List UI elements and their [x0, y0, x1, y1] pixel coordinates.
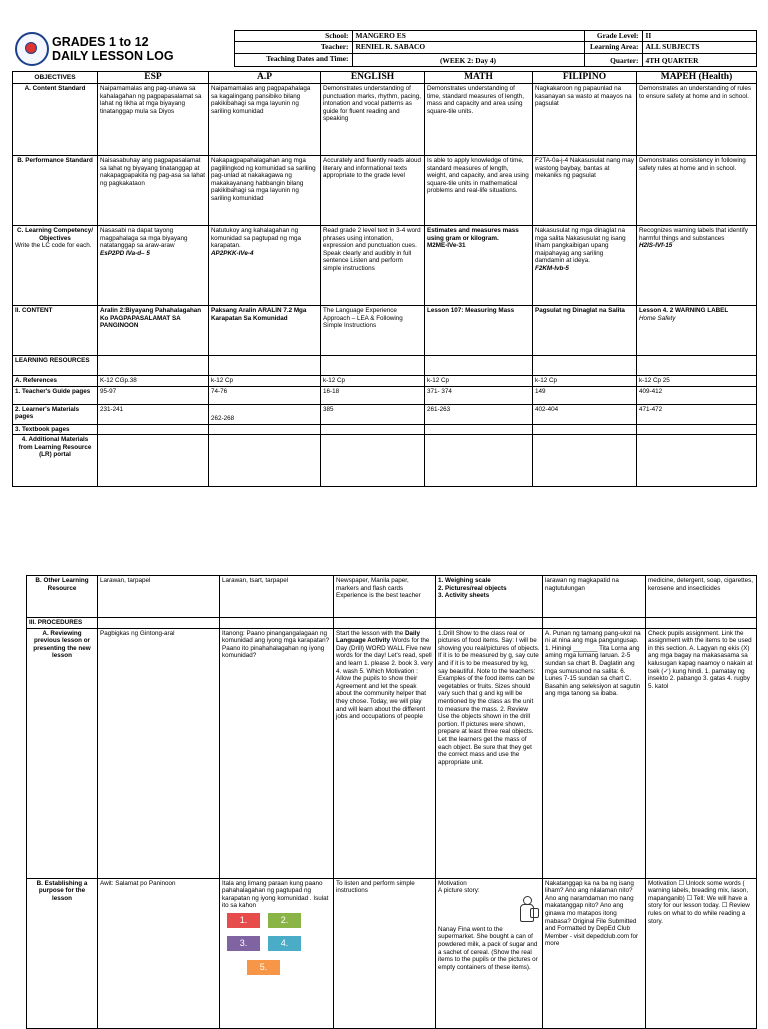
references-row: A. References K-12 CGp.38 k-12 Cp k-12 Cp k-12 Cp k-12 Cp k-12 Cp 25 — [13, 376, 757, 387]
teachers-guide-row: 1. Teacher's Guide pages 95-97 74-76 16-18 371- 374 149 409-412 — [13, 386, 757, 404]
review-row: A. Reviewing previous lesson or presenting the new lesson Pagbigkas ng Gintong-aral Itanong: Paano pinangangalagaan ng komunidad ang iyong mga karapatan? Paano ito pinahahalagahan ng iyong komunidad? Start the lesson with the Daily Language Activity Words for the Day (Drill) WORD WALL Five new words for the day! Let's read, spell and learn 1. please 2. book 3. very 4. wash 5. Which Motivation : Allow the pupils to show their Agreement and let the speak about the community helper that they chose. Today, we will play and will learn about the different jobs and occupations of people 1.Drill Show to the class real or pictures of food items. Say: I will be showing you real/pictures of objects. If it is to be measured by g, say cute and if it is to be measured by kg, say beautiful. Note to the teachers: Examples of the food items can be vegetables or fruits. Sizes should vary such that g and kg will be mentioned by the class as the unit to measure the mass. 2. Review Use the objects shown in the drill portion. If pictures were shown, prepare at least three real objects. Let the learners get the mass of each object. Be sure that they get the correct mass and use the appropriate unit. A. Punan ng tamang pang-ukol na ni at nina ang mga pangungusap. 1. Hiningi _______ Tita Lorna ang aming mga lumang laruan. 2-5 sundan sa chart B. Daglatin ang mga sumusunod na salita: 6. Lunes 7-15 sundan sa chart C. Basahin ang seleksiyon at sagutin ang mga tanong sa ibaba. Check pupils assignment. Link the assignment with the items to be used in this section. A. Lagyan ng ekis (X) ang mga bagay na makasasama sa kalusugan kapag naamoy o nakain at tsek (✓) kung hindi. 1. pamatay ng insekto 2. pabango 3. gatas 4. rugby 5. katol — [27, 628, 757, 878]
dates-value: (WEEK 2: Day 4) — [352, 53, 584, 66]
other-resources-row: B. Other Learning Resource Larawan, tarpapel Larawan, tsart, tarpapel Newspaper, Manila paper, markers and flash cards Experience is the best teacher 1. Weighing scale 2. Pictures/real objects 3. Activity sheets larawan ng magkapatid na nagtutulungan medicine, detergent, soap, cigarettes, kerosene and insecticides — [27, 576, 757, 618]
purpose-row: B. Establishing a purpose for the lesson Awit: Salamat po Paninoon Itala ang limang paraan kung paano pahahalagahan ng pagtupad ng karapatan ng iyong komunidad . Isulat ito sa kahon 1. 2. 3. 4. 5. To listen and perform simple instructions Motivation A picture story: Nanay Fina went to the supermarket. She bought a can of powdered milk, a pack of sugar and a sachet of cereal. (Show the real items to the pupils or the pictures or empty containers of these items). Nakatanggap ka na ba ng isang liham? Ano ang nilalaman nito? Ano ang naramdaman mo nang makatanggap nito? Ano ang ginawa mo matapos itong mabasa? Original File Submitted and Formatted by DepEd Club Member - visit depedclub.com for more Motivation ☐ Unlock some words ( warning labels, breading mix, lason, mapanganib) ☐ Tell: We will have a story for our lesson today. ☐ Review rules on what to do while reading a story. — [27, 878, 757, 1028]
deped-seal-icon — [15, 32, 49, 66]
resources-row: LEARNING RESOURCES — [13, 356, 757, 376]
grade-label: Grade Level: — [584, 31, 642, 42]
box-4: 4. — [268, 936, 301, 951]
box-2: 2. — [268, 913, 301, 928]
learners-materials-row: 2. Learner's Materials pages 231-241 262-268 385 261-263 402-404 471-472 — [13, 404, 757, 424]
dates-label: Teaching Dates and Time: — [234, 53, 352, 66]
lr-portal-row: 4. Additional Materials from Learning Resource (LR) portal — [13, 435, 757, 487]
teacher-value: RENIEL R. SABACO — [352, 42, 584, 53]
col-mapeh: MAPEH (Health) — [637, 72, 757, 84]
procedures-section — [26, 575, 756, 1029]
content-row: II. CONTENT Aralin 2:Biyayang Pahahalagahan Ko PAGPAPASALAMAT SA PANGINOON Paksang Aralin ARALIN 7.2 Mga Karapatan Sa Komunidad The Language Experience Approach – LEA & Following Simple Instructions Lesson 107: Measuring Mass Pagsulat ng Dinaglat na Salita Lesson 4. 2 WARNING LABEL Home Safety — [13, 306, 757, 356]
quarter-label: Quarter: — [584, 53, 642, 66]
procedures-table — [26, 575, 757, 1029]
procedures-label-row: III. PROCEDURES — [27, 618, 757, 629]
box-1: 1. — [227, 913, 260, 928]
box-3: 3. — [227, 936, 260, 951]
col-english: ENGLISH — [321, 72, 425, 84]
school-label: School: — [234, 31, 352, 42]
performance-standard-row: B. Performance Standard Naisasabuhay ang pagpapasalamat sa lahat ng biyayang tinatanggap at nakapagpapakita ng pag-asa sa lahat ng pagkakataon Nakapagpapahalagahan ang mga paglilingkod ng komunidad sa sariling pag-unlad at nakakagawa ng makakayanang habbangin bilang pakikibahagi sa mga layunin ng sariling komunidad Accurately and fluently reads aloud literary and informational texts appropriate to the grade level Is able to apply knowledge of time, standard measures of length, weight, and capacity, and area using square-tile units in mathematical problems and real-life situations. F2TA-0a-j-4 Nakasusulat nang may wastong baybay, bantas at mekaniks ng pagsulat Demonstrates consistency in following safety rules at home and in school. — [13, 156, 757, 226]
col-ap: A.P — [209, 72, 321, 84]
col-math: MATH — [425, 72, 533, 84]
dll-title: GRADES 1 to 12 DAILY LESSON LOG — [52, 34, 174, 63]
school-value: MANGERO ES — [352, 31, 584, 42]
logo-cell — [12, 31, 234, 67]
box-5: 5. — [247, 960, 280, 975]
competency-row: C. Learning Competency/ Objectives Write the LC code for each. Nasasabi na dapat tayong magpahalaga sa mga biyayang natatanggap sa araw-araw EsP2PD IVa-d– 5 Natutukoy ang kahalagahan ng komunidad sa pagtupad ng mga karapatan. AP2PKK-IVe-4 Read grade 2 level text in 3-4 word phrases using intonation, expression and punctuation cues. Speak clearly and audibly in full sentence Listen and perform simple instructions Estimates and measures mass using gram or kilogram. M2ME-IVe-31 Nakasusulat ng mga dinaglat na mga salita Nakasusulat ng isang liham pangkaibigan upang maipahayag ang sariling damdamin at ideya. F2KM-Ivb-5 Recognizes warning labels that identify harmful things and substances H2IS-IVf-15 — [13, 226, 757, 306]
competency-label: C. Learning Competency/ Objectives Write the LC code for each. — [13, 226, 98, 306]
grade-value: II — [642, 31, 756, 42]
col-objectives: OBJECTIVES — [13, 72, 98, 84]
five-ways-boxes — [222, 913, 331, 983]
teacher-label: Teacher: — [234, 42, 352, 53]
header-table — [12, 30, 757, 67]
objectives-table — [12, 71, 757, 487]
area-label: Learning Area: — [584, 42, 642, 53]
textbook-row: 3. Textbook pages — [13, 424, 757, 435]
area-value: ALL SUBJECTS — [642, 42, 756, 53]
col-filipino: FILIPINO — [533, 72, 637, 84]
content-standard-row: A. Content Standard Naipamamalas ang pag-unawa sa kahalagahan ng pagpapasalamat sa lahat ng likha at mga biyayang tinatanggap mula sa Diyos Naipamamalas ang pagpapahalaga sa kagalingang pansibiko bilang pakikibahagi sa mga layunin ng sariling komunidad Demonstrates understanding of punctuation marks, rhythm, pacing, intonation and vocal patterns as guide for fluent reading and speaking Demonstrates understanding of time, standard measures of length, mass and capacity and area using square-tile units. Nagkakaroon ng papaunlad na kasanayan sa wasto at maayos na pagsulat Demonstrates an understanding of rules to ensure safety at home and in school. — [13, 84, 757, 156]
quarter-value: 4TH QUARTER — [642, 53, 756, 66]
shopper-illustration-icon — [516, 896, 538, 924]
col-esp: ESP — [98, 72, 209, 84]
dll-page-top — [12, 30, 756, 487]
